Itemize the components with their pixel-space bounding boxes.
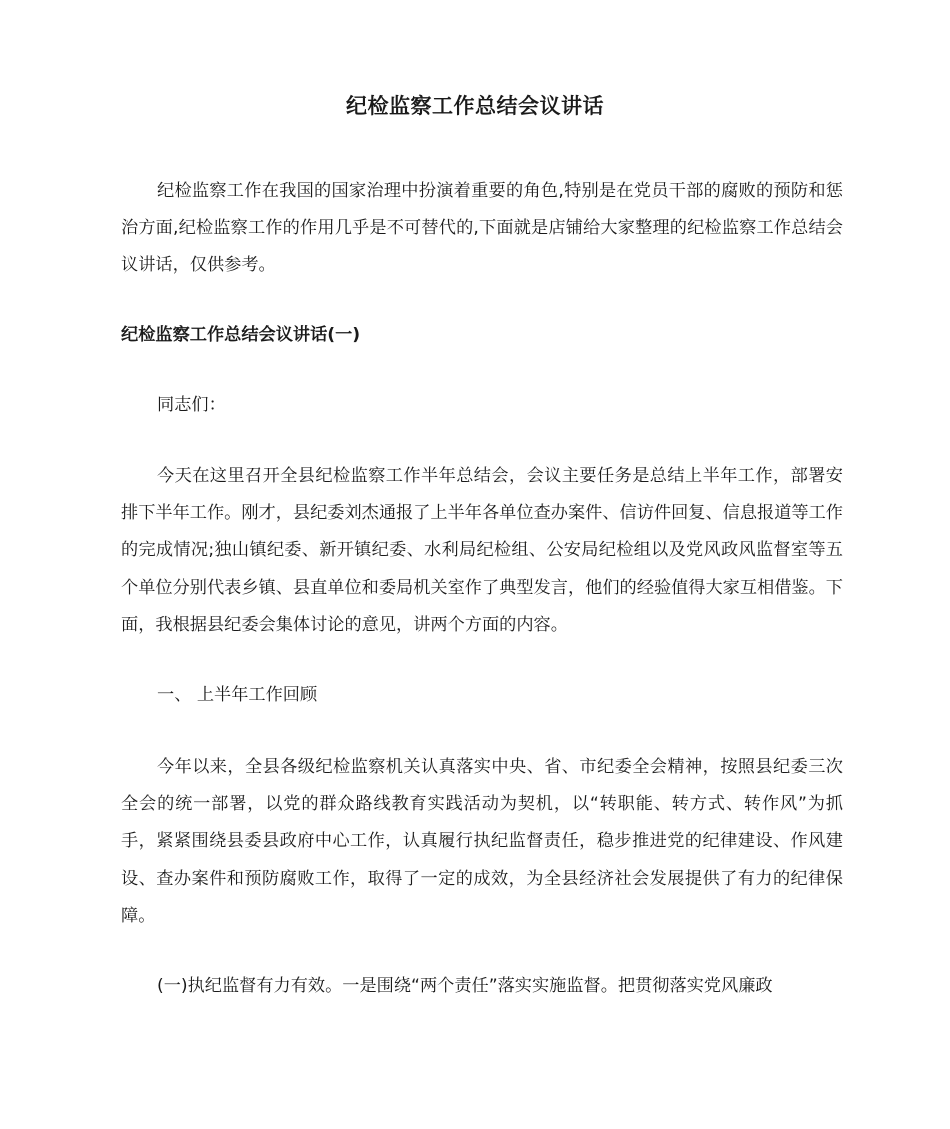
document-title: 纪检监察工作总结会议讲话 bbox=[346, 94, 604, 118]
intro-paragraph: 纪检监察工作在我国的国家治理中扮演着重要的角色,特别是在党员干部的腐败的预防和惩治方面,纪检监察工作的作用几乎是不可替代的,下面就是店铺给大家整理的纪检监察工作总结会议讲话，仅供参考。 bbox=[121, 181, 843, 276]
body-paragraph-2: 今年以来，全县各级纪检监察机关认真落实中央、省、市纪委全会精神，按照县纪委三次全会的统一部署，以党的群众路线教育实践活动为契机，以“转职能、转方式、转作风”为抓手，紧紧围绕县委县政府中心工作，认真履行执纪监督责任，稳步推进党的纪律建设、作风建设、查办案件和预防腐败工作，取得了一定的成效，为全县经济社会发展提供了有力的纪律保障。 bbox=[121, 757, 843, 926]
section-heading: 纪检监察工作总结会议讲话(一) bbox=[121, 325, 361, 345]
body-paragraph-1: 今天在这里召开全县纪检监察工作半年总结会，会议主要任务是总结上半年工作，部署安排下半年工作。刚才，县纪委刘杰通报了上半年各单位查办案件、信访件回复、信息报道等工作的完成情况;独山镇纪委、新开镇纪委、水利局纪检组、公安局纪检组以及党风政风监督室等五个单位分别代表乡镇、县直单位和委局机关室作了典型发言，他们的经验值得大家互相借鉴。下面，我根据县纪委会集体讨论的意见，讲两个方面的内容。 bbox=[121, 466, 843, 635]
greeting-text: 同志们： bbox=[157, 395, 226, 415]
body-paragraph-3: (一)执纪监督有力有效。一是围绕“两个责任”落实实施监督。把贯彻落实党风廉政 bbox=[157, 976, 773, 996]
subheading-first-half-review: 一、 上半年工作回顾 bbox=[157, 685, 318, 705]
